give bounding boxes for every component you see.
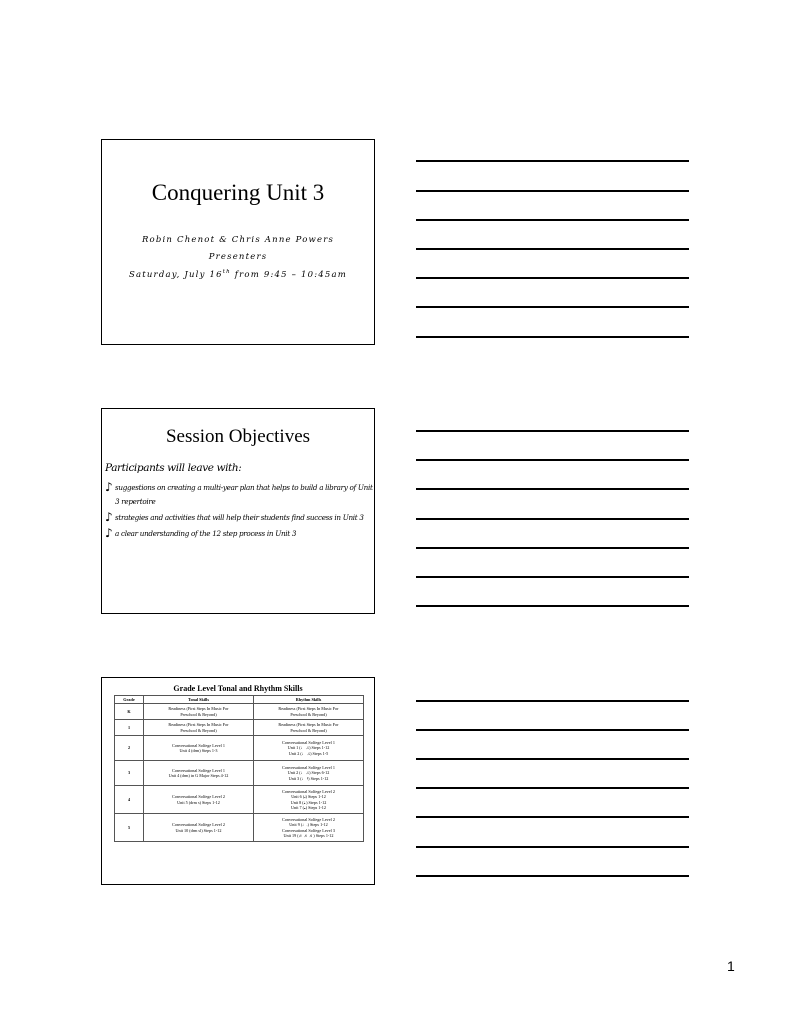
cell-rhythm <box>254 761 364 786</box>
objective-item <box>105 511 373 525</box>
presenters-role: Presenters <box>208 252 268 262</box>
objectives-heading: Session Objectives <box>165 426 311 447</box>
music-note-icon: ♪ <box>105 480 113 494</box>
objectives-lead: Participants will leave with: <box>105 462 242 474</box>
cell-grade: K <box>115 704 144 720</box>
cell-line: Preschool & Beyond) <box>290 727 327 733</box>
note-line <box>416 846 689 848</box>
cell-line: Conversational Solfege Level 3 <box>282 827 335 833</box>
cell-line: Unit 8 (𝅗𝅥.) Steps 1-12 <box>290 799 327 805</box>
cell-rhythm <box>254 736 364 761</box>
session-date-suffix: from 9:45 – 10:45am <box>230 269 348 280</box>
cell-grade: 1 <box>115 720 144 736</box>
header-grade: Grade <box>115 696 144 704</box>
header-tonal: Tonal Skills <box>144 696 254 704</box>
slide-objectives <box>101 408 375 614</box>
table-row <box>115 814 364 842</box>
cell-tonal <box>144 736 254 761</box>
cell-rhythm <box>254 786 364 814</box>
objectives-list <box>105 481 373 543</box>
cell-tonal <box>144 761 254 786</box>
session-date-prefix: Saturday, July 16 <box>128 269 223 280</box>
cell-line: Readiness (First Steps In Music For <box>278 722 339 728</box>
note-line <box>416 248 689 250</box>
cell-line: Unit 2 (♩ ♫) Steps 6-12 <box>287 770 330 776</box>
note-line <box>416 518 689 520</box>
music-note-icon: ♪ <box>105 510 113 524</box>
cell-line: Preschool & Beyond) <box>290 711 327 717</box>
cell-line: Unit 5 (drm s) Steps 1-12 <box>177 799 220 805</box>
note-line <box>416 190 689 192</box>
table-row <box>115 736 364 761</box>
cell-line: Preschool & Beyond) <box>180 711 217 717</box>
cell-line: Conversational Solfege Level 2 <box>282 816 335 822</box>
cell-line: Readiness (First Steps In Music For <box>168 722 229 728</box>
table-row <box>115 704 364 720</box>
cell-tonal <box>144 814 254 842</box>
objective-text: strategies and activities that will help their students find success in Unit 3 <box>115 513 364 522</box>
cell-line: Unit 4 (drm) Steps 1-3 <box>179 748 218 753</box>
cell-rhythm <box>254 814 364 842</box>
cell-grade: 2 <box>115 736 144 761</box>
music-note-icon: ♪ <box>105 526 113 540</box>
cell-line: Unit 4 (drm) in G Major Steps 4-12 <box>168 773 229 778</box>
note-line <box>416 160 689 162</box>
note-line <box>416 576 689 578</box>
objective-text: a clear understanding of the 12 step process in Unit 3 <box>115 529 297 538</box>
slide-skills-table <box>101 677 375 885</box>
note-line <box>416 547 689 549</box>
cell-line: Readiness (First Steps In Music For <box>168 706 229 712</box>
cell-line: Conversational Solfege Level 1 <box>172 767 225 773</box>
table-row <box>115 786 364 814</box>
note-line <box>416 816 689 818</box>
cell-grade: 4 <box>115 786 144 814</box>
cell-rhythm <box>254 720 364 736</box>
skills-table <box>114 695 364 842</box>
objective-item <box>105 527 373 541</box>
note-line <box>416 729 689 731</box>
note-line <box>416 219 689 221</box>
objective-text: suggestions on creating a multi-year plan that helps to build a library of Unit 3 repertoire <box>115 483 373 506</box>
cell-line: Unit 1 (♩ ♫) Steps 1-12 <box>287 745 330 751</box>
cell-line: Conversational Solfege Level 2 <box>282 788 335 794</box>
cell-rhythm <box>254 704 364 720</box>
note-line <box>416 336 689 338</box>
note-line <box>416 605 689 607</box>
note-line <box>416 787 689 789</box>
cell-tonal <box>144 720 254 736</box>
header-rhythm: Rhythm Skills <box>254 696 364 704</box>
note-line <box>416 430 689 432</box>
cell-line: Unit 9 (♩.) Steps 1-12 <box>289 822 328 828</box>
cell-line: Unit 6 (𝅗𝅥) Steps 1-12 <box>291 794 326 800</box>
note-line <box>416 459 689 461</box>
cell-line: Unit 7 (𝅝) Steps 1-12 <box>291 804 326 810</box>
cell-line: Readiness (First Steps In Music For <box>278 706 339 712</box>
cell-tonal <box>144 704 254 720</box>
session-date <box>102 269 374 280</box>
note-line <box>416 488 689 490</box>
skills-table-title: Grade Level Tonal and Rhythm Skills <box>173 684 303 693</box>
note-line <box>416 875 689 877</box>
cell-line: Conversational Solfege Level 2 <box>172 822 225 828</box>
cell-line: Unit 3 (♩ 𝄽) Steps 1-12 <box>288 775 329 781</box>
cell-line: Conversational Solfege Level 1 <box>282 740 335 746</box>
cell-tonal <box>144 786 254 814</box>
cell-line: Unit 19 (♬ ♬ ♬) Steps 1-12 <box>283 832 334 838</box>
note-line <box>416 277 689 279</box>
table-row <box>115 761 364 786</box>
cell-grade: 3 <box>115 761 144 786</box>
slide-title-heading: Conquering Unit 3 <box>151 180 325 205</box>
table-row <box>115 720 364 736</box>
cell-line: Conversational Solfege Level 1 <box>282 765 335 771</box>
presenters-names: Robin Chenot & Chris Anne Powers <box>141 235 335 245</box>
note-line <box>416 758 689 760</box>
cell-line: Unit 2 (♩ ♫) Steps 1-5 <box>288 750 329 756</box>
page-number: 1 <box>727 958 735 974</box>
cell-line: Unit 10 (drm sl) Steps 1-12 <box>175 827 222 833</box>
cell-grade: 5 <box>115 814 144 842</box>
session-date-sup: th <box>222 269 231 275</box>
table-header-row <box>115 696 364 704</box>
slide-title <box>101 139 375 345</box>
cell-line: Conversational Solfege Level 2 <box>172 794 225 800</box>
objective-item <box>105 481 373 509</box>
cell-line: Conversational Solfege Level 1 <box>172 742 225 748</box>
note-line <box>416 306 689 308</box>
cell-line: Preschool & Beyond) <box>180 727 217 733</box>
note-line <box>416 700 689 702</box>
